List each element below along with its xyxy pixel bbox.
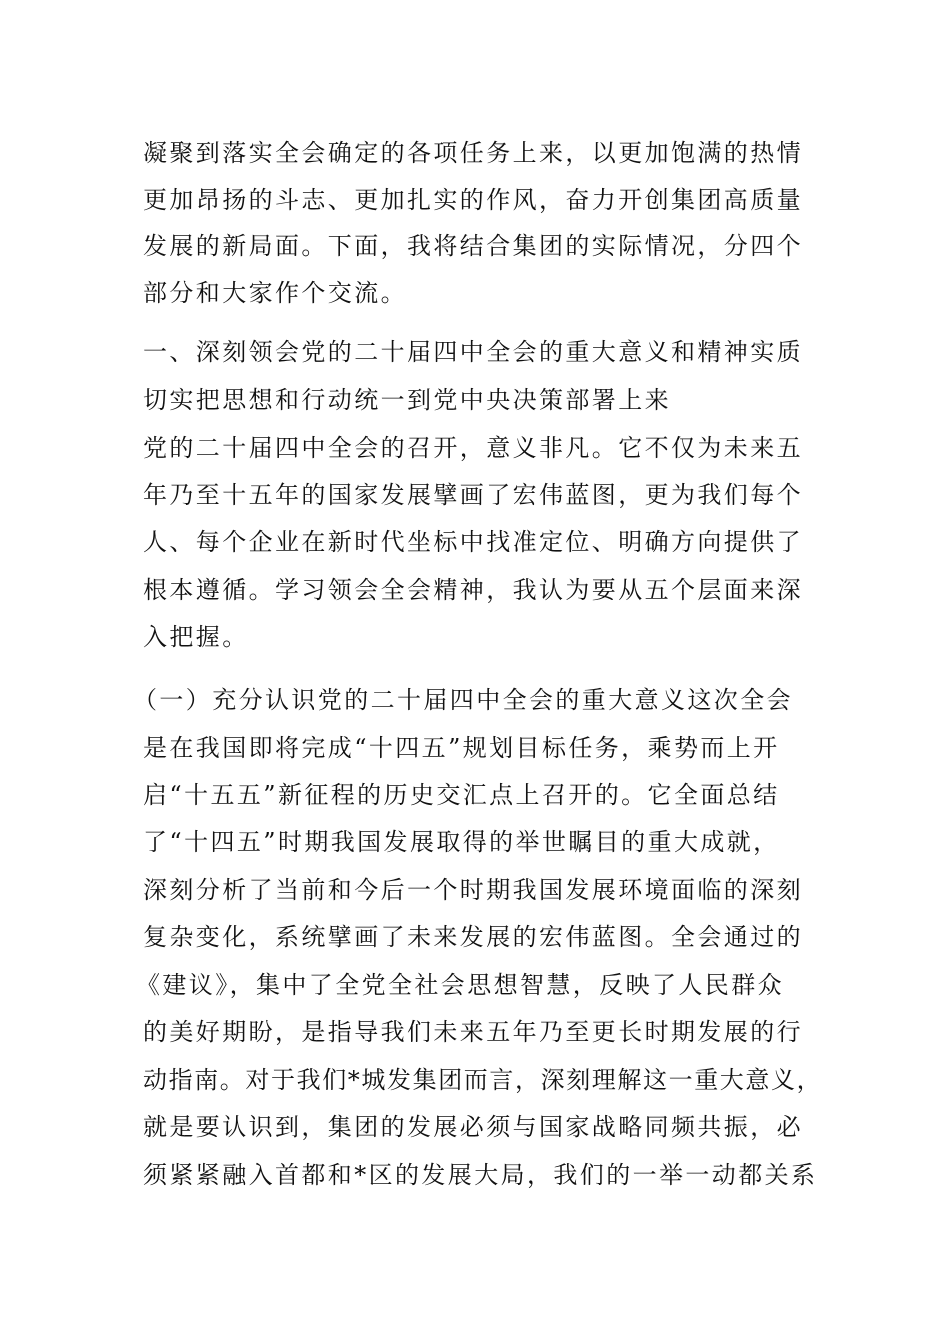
paragraph-line: 须紧紧融入首都和*区的发展大局，我们的一举一动都关系 [143, 1161, 818, 1189]
paragraph-line: 的美好期盼，是指导我们未来五年乃至更长时期发展的行 [143, 1018, 803, 1046]
paragraph-line: 《建议》，集中了全党全社会思想智慧，反映了人民群众 [136, 971, 784, 999]
paragraph-line: 就是要认识到，集团的发展必须与国家战略同频共振，必 [143, 1113, 803, 1141]
paragraph-line: 深刻分析了当前和今后一个时期我国发展环境面临的深刻 [143, 876, 803, 904]
paragraph-line: 根本遵循。学习领会全会精神，我认为要从五个层面来深 [143, 576, 803, 604]
paragraph-line: 是在我国即将完成“十四五”规划目标任务，乘势而上开 [143, 734, 780, 762]
paragraph-line: 党的二十届四中全会的召开，意义非凡。它不仅为未来五 [143, 434, 803, 462]
paragraph-line: 复杂变化，系统擘画了未来发展的宏伟蓝图。全会通过的 [143, 923, 803, 951]
paragraph-line: 部分和大家作个交流。 [143, 279, 407, 307]
paragraph-line: 人、每个企业在新时代坐标中找准定位、明确方向提供了 [143, 528, 803, 556]
paragraph-line: 了“十四五”时期我国发展取得的举世瞩目的重大成就， [143, 828, 780, 856]
paragraph-line: 动指南。对于我们*城发集团而言，深刻理解这一重大意义， [143, 1066, 823, 1094]
section-heading: 切实把思想和行动统一到党中央决策部署上来 [143, 386, 671, 414]
paragraph-line: 启“十五五”新征程的历史交汇点上召开的。它全面总结 [143, 781, 780, 809]
paragraph-line: 发展的新局面。下面，我将结合集团的实际情况，分四个 [143, 232, 803, 260]
section-heading: 一、深刻领会党的二十届四中全会的重大意义和精神实质 [143, 338, 803, 366]
paragraph-line: 年乃至十五年的国家发展擘画了宏伟蓝图，更为我们每个 [143, 481, 803, 509]
subsection-line: （一）充分认识党的二十届四中全会的重大意义这次全会 [133, 686, 793, 714]
paragraph-line: 入把握。 [143, 623, 249, 651]
paragraph-line: 更加昂扬的斗志、更加扎实的作风，奋力开创集团高质量 [143, 186, 803, 214]
paragraph-line: 凝聚到落实全会确定的各项任务上来，以更加饱满的热情 [143, 139, 803, 167]
